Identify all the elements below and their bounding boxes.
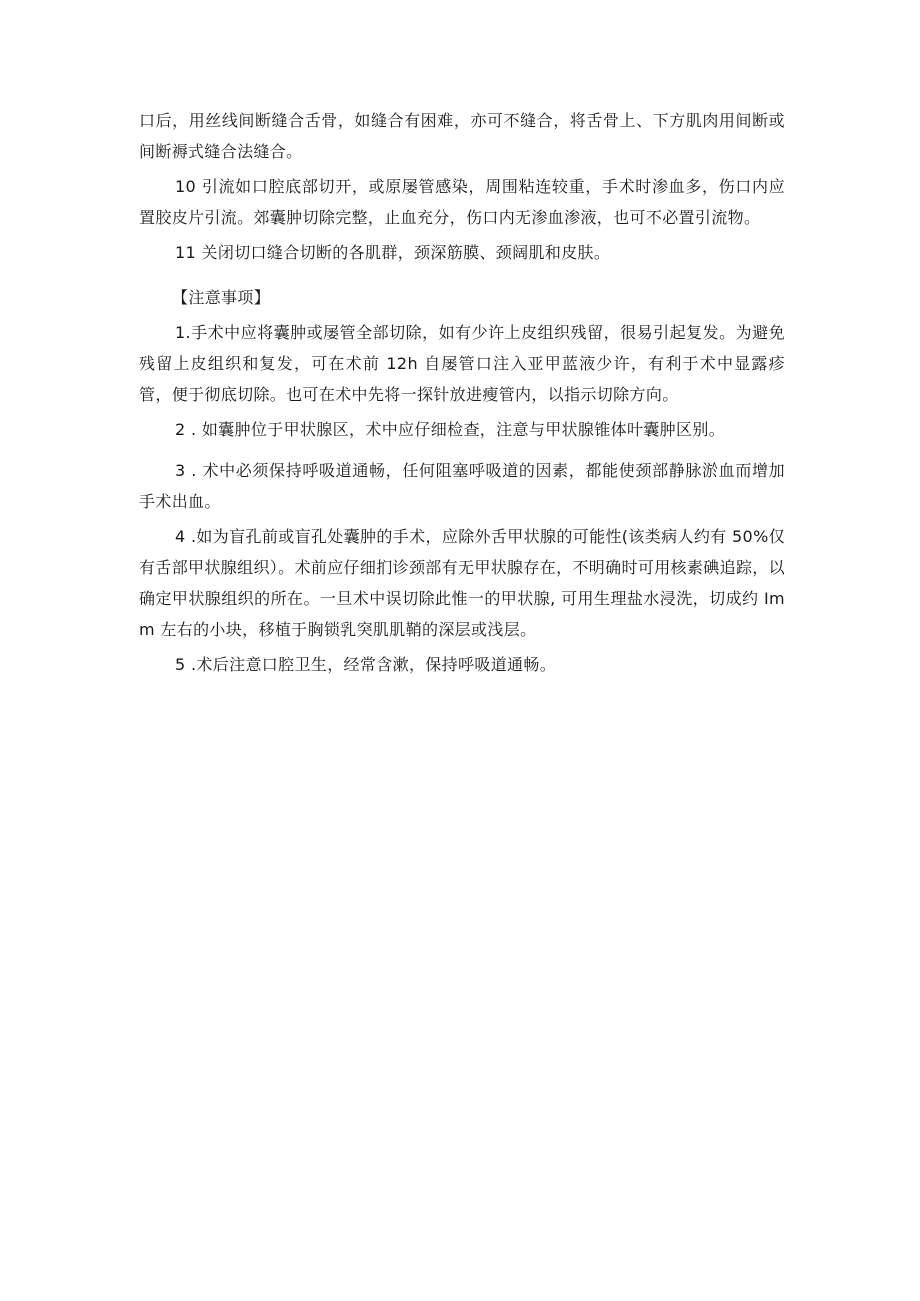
precaution-item-2: 2 . 如囊肿位于甲状腺区，术中应仔细检查，注意与甲状腺锥体叶囊肿区别。: [175, 420, 726, 439]
section-heading-precautions: 【注意事项】: [172, 288, 271, 307]
paragraph-step-11-closure: 11 关闭切口缝合切断的各肌群，颈深筋膜、颈阔肌和皮肤。: [175, 243, 611, 262]
document-body: [139, 105, 785, 680]
paragraph-suture-continuation: 口后，用丝线间断缝合舌骨，如缝合有困难，亦可不缝合，将舌骨上、下方肌肉用间断或间断褥式缝合法缝合。: [139, 111, 785, 161]
precaution-item-5: 5 .术后注意口腔卫生，经常含漱，保持呼吸道通畅。: [175, 655, 557, 674]
precaution-item-3: 3 . 术中必须保持呼吸道通畅，任何阻塞呼吸道的因素，都能使颈部静脉淤血而增加手术出血。: [139, 461, 785, 511]
paragraph-step-10-drainage: 10 引流如口腔底部切开，或原屡管感染，周围粘连较重，手术时渗血多，伤口内应置胶皮片引流。郊囊肿切除完整，止血充分，伤口内无渗血渗液，也可不必置引流物。: [139, 177, 785, 227]
precaution-item-1: 1.手术中应将囊肿或屡管全部切除，如有少许上皮组织残留，很易引起复发。为避免残留上皮组织和复发，可在术前 12h 自屡管口注入亚甲蓝液少许，有利于术中显露疹管，便于彻底切除。也可在术中先将一探针放进瘦管内，以指示切除方向。: [139, 323, 785, 404]
precaution-item-4: 4 .如为盲孔前或盲孔处囊肿的手术，应除外舌甲状腺的可能性(该类病人约有 50%仅有舌部甲状腺组织）。术前应仔细扪诊颈部有无甲状腺存在，不明确时可用核素碘追踪，以确定甲状腺组织的所在。一旦术中误切除此惟一的甲状腺, 可用生理盐水浸洗，切成约 Imm 左右的小块，移植于胸锁乳突肌肌鞘的深层或浅层。: [139, 527, 786, 639]
